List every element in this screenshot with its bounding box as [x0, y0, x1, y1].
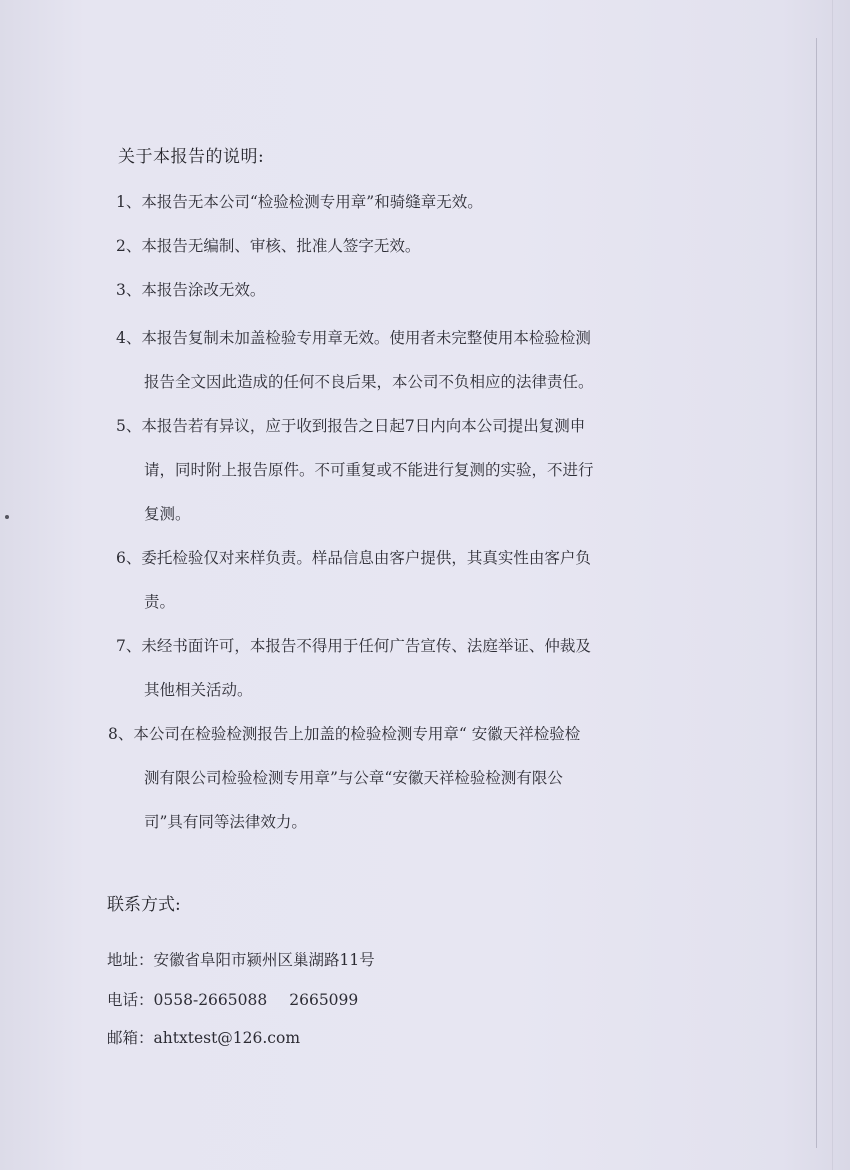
- phone-value-2: 2665099: [289, 991, 359, 1009]
- phone-label: 电话：: [107, 991, 154, 1009]
- note-line: 本报告涂改无效。: [141, 281, 266, 299]
- note-line: 测有限公司检验检测专用章”与公章“安徽天祥检验检测有限公: [144, 769, 563, 787]
- note-number: 4、: [116, 329, 142, 347]
- scan-speck: [5, 515, 9, 519]
- note-item-1: [116, 180, 716, 224]
- note-line: 本报告复制未加盖检验专用章无效。使用者未完整使用本检验检测: [141, 329, 591, 347]
- note-line: 本报告无编制、审核、批准人签字无效。: [141, 237, 421, 255]
- note-item-7: [116, 624, 716, 712]
- note-line: 其他相关活动。: [144, 681, 253, 699]
- scan-edge-line-outer: [832, 0, 833, 1170]
- address-value: 安徽省阜阳市颍州区巢湖路11号: [153, 951, 375, 969]
- scan-edge-line: [816, 38, 817, 1148]
- note-item-6: [116, 536, 716, 624]
- phone-line: [107, 988, 358, 1010]
- email-value: ahtxtest@126.com: [153, 1029, 301, 1047]
- note-item-3: [116, 268, 716, 312]
- note-item-2: [116, 224, 716, 268]
- address-label: 地址：: [107, 951, 154, 969]
- note-line: 复测。: [144, 505, 191, 523]
- note-line: 本报告若有异议，应于收到报告之日起7日内向本公司提出复测申: [141, 417, 586, 435]
- note-number: 5、: [116, 417, 142, 435]
- note-line: 司”具有同等法律效力。: [144, 813, 307, 831]
- contact-title: 联系方式:: [107, 895, 181, 915]
- email-label: 邮箱：: [107, 1029, 154, 1047]
- note-line: 请，同时附上报告原件。不可重复或不能进行复测的实验，不进行: [144, 461, 594, 479]
- note-line: 报告全文因此造成的任何不良后果，本公司不负相应的法律责任。: [144, 373, 594, 391]
- note-line: 委托检验仅对来样负责。样品信息由客户提供，其真实性由客户负: [141, 549, 591, 567]
- note-number: 8、: [108, 725, 134, 743]
- address-line: [107, 948, 375, 970]
- note-item-5: [116, 404, 716, 536]
- note-number: 1、: [116, 193, 142, 211]
- note-line: 本报告无本公司“检验检测专用章”和骑缝章无效。: [141, 193, 483, 211]
- email-line: [107, 1026, 300, 1048]
- note-line: 未经书面许可，本报告不得用于任何广告宣传、法庭举证、仲裁及: [141, 637, 591, 655]
- note-item-4: [116, 316, 716, 404]
- note-line: 本公司在检验检测报告上加盖的检验检测专用章“ 安徽天祥检验检: [133, 725, 581, 743]
- note-number: 7、: [116, 637, 142, 655]
- note-number: 3、: [116, 281, 142, 299]
- note-number: 2、: [116, 237, 142, 255]
- note-line: 责。: [144, 593, 176, 611]
- phone-value-1: 0558-2665088: [153, 991, 268, 1009]
- note-item-8: [108, 712, 718, 844]
- notes-title: 关于本报告的说明:: [118, 147, 265, 167]
- note-number: 6、: [116, 549, 142, 567]
